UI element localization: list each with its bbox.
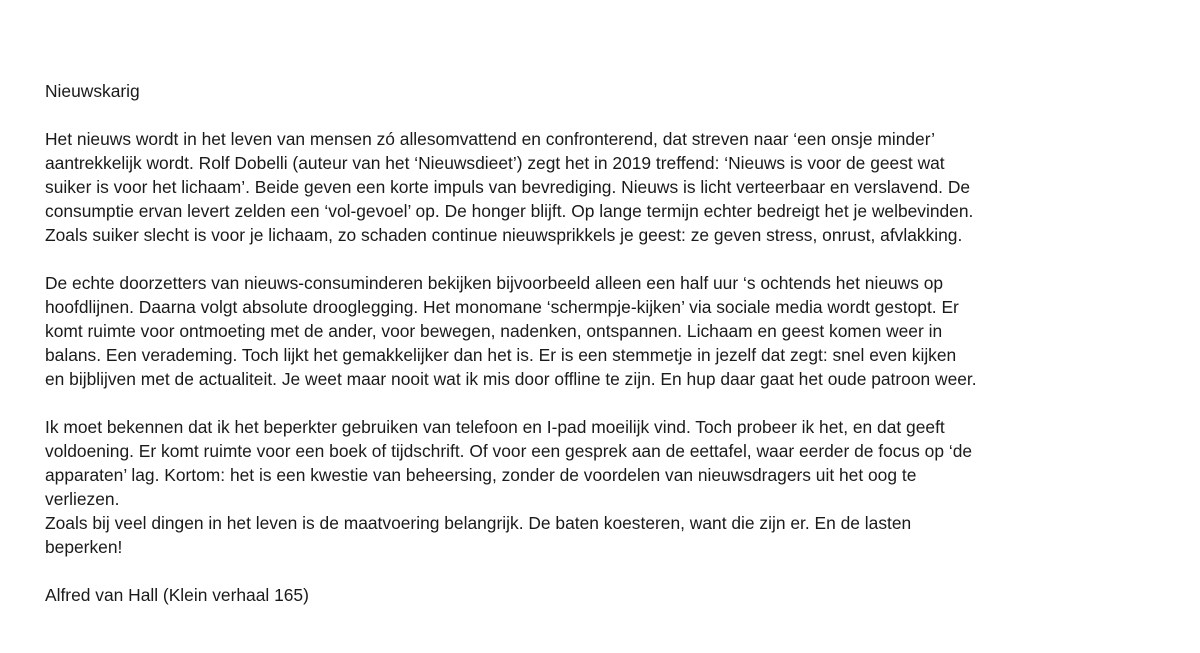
text-line: Zoals bij veel dingen in het leven is de maatvoering belangrijk. De baten koesteren, want die zijn er. En de lasten: [45, 513, 912, 533]
text-line: en bijblijven met de actualiteit. Je weet maar nooit wat ik mis door offline te zijn. En hup daar gaat het oude patroon weer.: [45, 369, 977, 389]
text-line: balans. Een verademing. Toch lijkt het gemakkelijker dan het is. Er is een stemmetje in jezelf dat zegt: snel even kijken: [45, 345, 957, 365]
paragraph-3: [45, 415, 973, 559]
paragraph-spacer: [45, 391, 935, 415]
paragraph-1: [45, 127, 974, 247]
document-title: Nieuwskarig: [45, 81, 140, 101]
paragraph-spacer: [45, 103, 935, 127]
text-line: Zoals suiker slecht is voor je lichaam, zo schaden continue nieuwsprikkels je geest: ze geven stress, onrust, afvlakking.: [45, 225, 963, 245]
text-line: beperken!: [45, 537, 123, 557]
text-line: hoofdlijnen. Daarna volgt absolute drooglegging. Het monomane ‘schermpje-kijken’ via sociale media wordt gestopt. Er: [45, 297, 959, 317]
paragraph-spacer: [45, 247, 935, 271]
paragraph-2: [45, 271, 977, 391]
text-line: Het nieuws wordt in het leven van mensen zó allesomvattend en confronterend, dat streven naar ‘een onsje minder’: [45, 129, 936, 149]
document-body: [45, 79, 977, 607]
text-line: apparaten’ lag. Kortom: het is een kwestie van beheersing, zonder de voordelen van nieuwsdragers uit het oog te: [45, 465, 917, 485]
text-line: voldoening. Er komt ruimte voor een boek of tijdschrift. Of voor een gesprek aan de eettafel, waar eerder de focus op ‘de: [45, 441, 973, 461]
text-line: consumptie ervan levert zelden een ‘vol-gevoel’ op. De honger blijft. Op lange termijn echter bedreigt het je welbevinden.: [45, 201, 974, 221]
author-signature: Alfred van Hall (Klein verhaal 165): [45, 585, 309, 605]
text-line: komt ruimte voor ontmoeting met de ander, voor bewegen, nadenken, ontspannen. Lichaam en geest komen weer in: [45, 321, 943, 341]
paragraph-spacer: [45, 559, 935, 583]
text-line: suiker is voor het lichaam’. Beide geven een korte impuls van bevrediging. Nieuws is licht verteerbaar en verslavend. De: [45, 177, 971, 197]
text-line: De echte doorzetters van nieuws-consuminderen bekijken bijvoorbeeld alleen een half uur ‘s ochtends het nieuws op: [45, 273, 944, 293]
text-line: verliezen.: [45, 489, 120, 509]
text-line: Ik moet bekennen dat ik het beperkter gebruiken van telefoon en I-pad moeilijk vind. Toch probeer ik het, en dat geeft: [45, 417, 945, 437]
text-line: aantrekkelijk wordt. Rolf Dobelli (auteur van het ‘Nieuwsdieet’) zegt het in 2019 treffend: ‘Nieuws is voor de geest wat: [45, 153, 945, 173]
